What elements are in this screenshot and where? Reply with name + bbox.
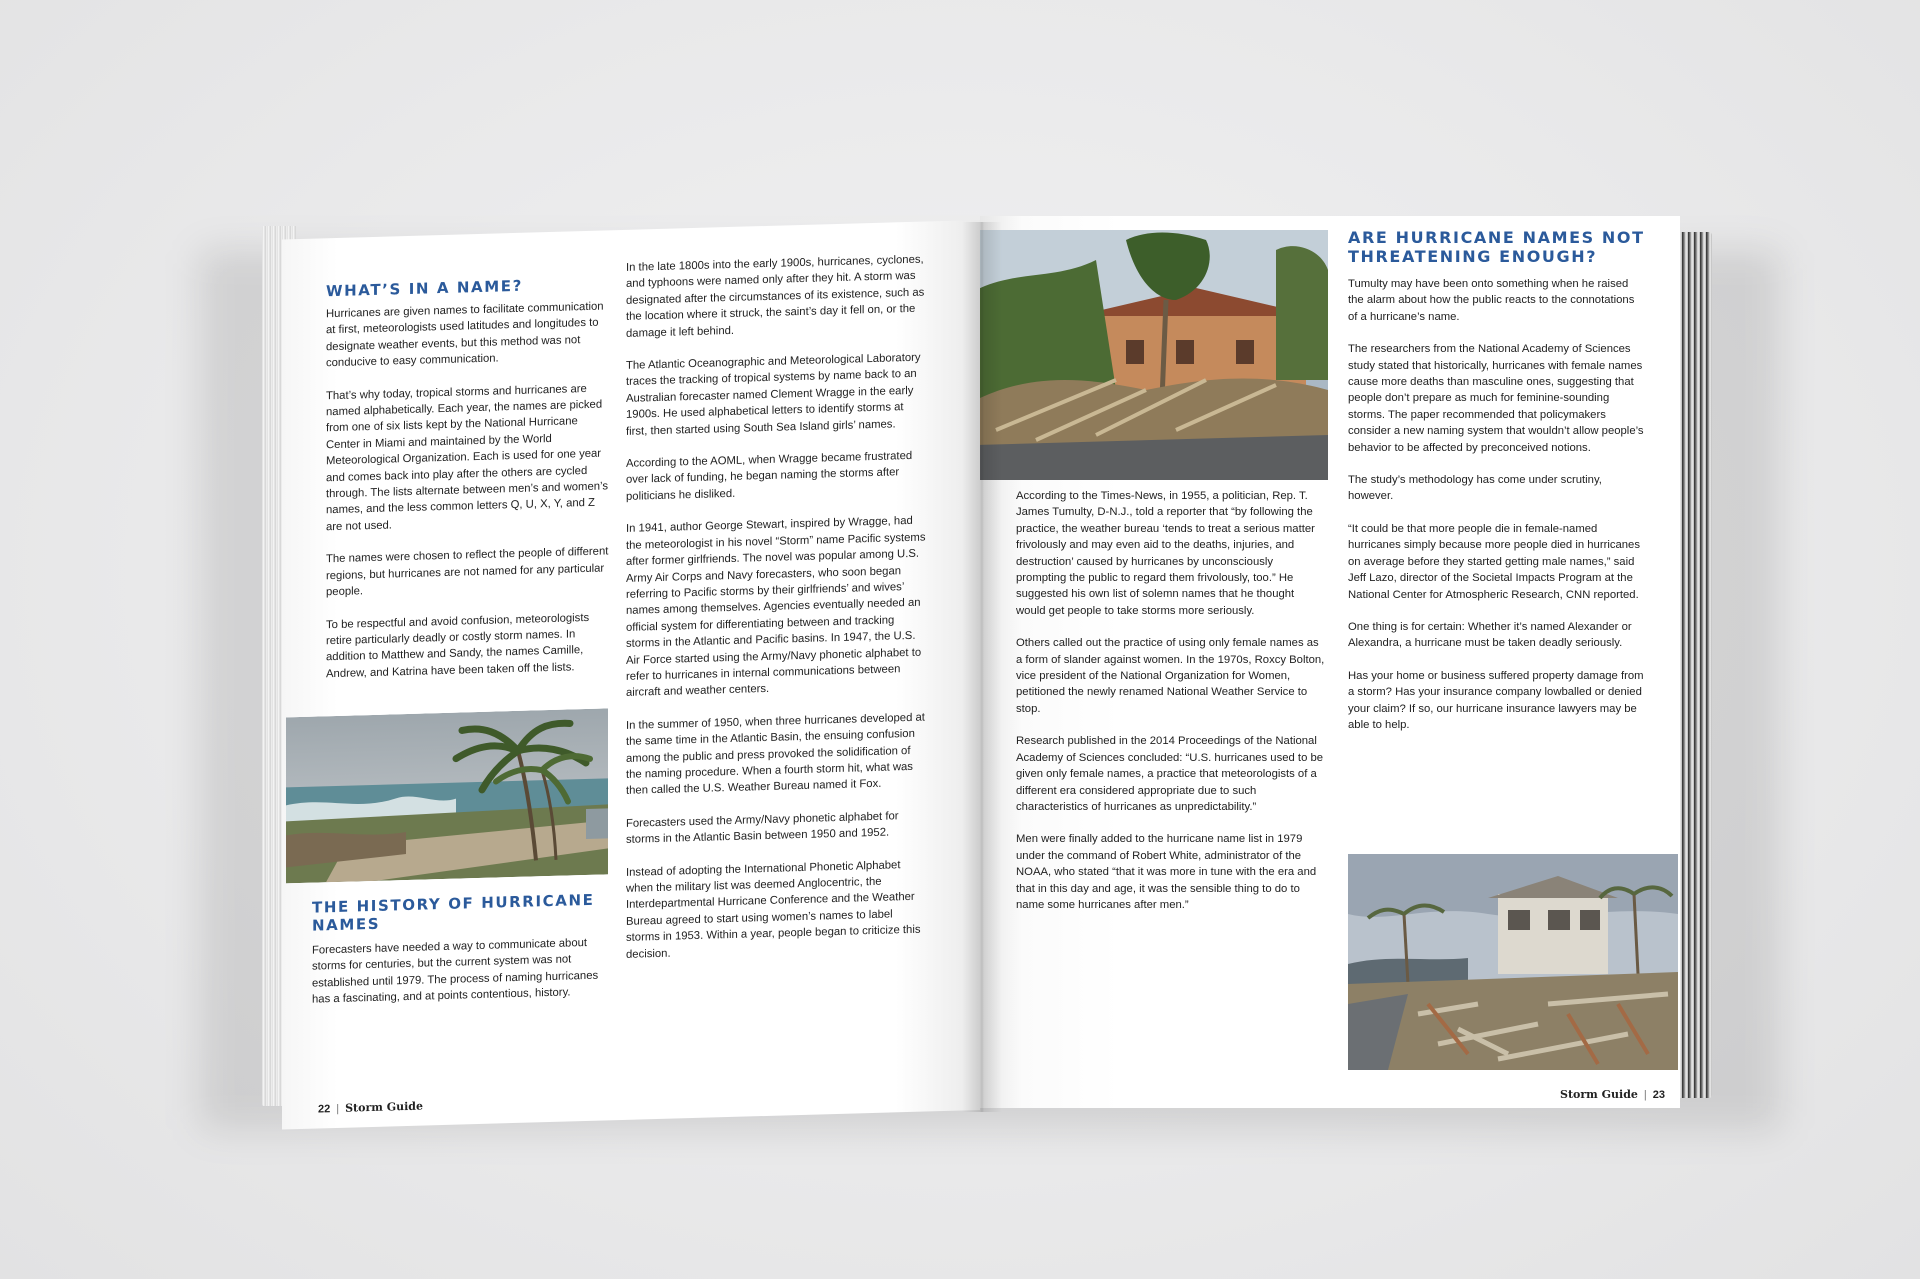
paragraph: Has your home or business suffered property damage from a storm? Has your insurance company lowballed or denied your claim? If so, our hurricane insurance lawyers may be able to help. [1348, 669, 1644, 731]
left-column-2 [626, 251, 928, 978]
photo-palm-trees-storm [286, 708, 608, 883]
paragraph: The names were chosen to reflect the people of different regions, but hurricanes are not named for any particular people. [326, 545, 609, 599]
page-number: 22 [318, 1103, 331, 1116]
heading-history-of-hurricane-names: THE HISTORY OF HURRICANE NAMES [312, 890, 595, 935]
left-folio: 22 | Storm Guide [318, 1099, 423, 1116]
left-page [282, 220, 980, 1129]
paragraph: Forecasters used the Army/Navy phonetic alphabet for storms in the Atlantic Basin between 1950 and 1952. [626, 810, 899, 847]
left-col1-text [326, 298, 610, 682]
paragraph: In the summer of 1950, when three hurricanes developed at the same time in the Atlantic Basin, the ensuing confusion among the public and press provoked the solidification of the naming procedure. When a fourth storm hit, what was then called the U.S. Weather Bureau named it Fox. [626, 711, 925, 798]
paragraph: To be respectful and avoid confusion, meteorologists retire particularly deadly or costly storm names. In addition to Matthew and Sandy, the names Camille, Andrew, and Katrina have been taken off the lists. [326, 611, 590, 680]
brand-name: Storm Guide [345, 1099, 423, 1115]
paragraph: The researchers from the National Academy of Sciences study stated that historically, hurricanes with female names cause more deaths than masculine ones, suggesting that people don’t prepare as much for feminine-sounding storms. The paper recommended that policymakers consider a new naming system that wouldn’t allow people’s behavior to be affected by preconceived notions. [1348, 343, 1644, 454]
paragraph: Hurricanes are given names to facilitate communication at first, meteorologists used latitudes and longitudes to designate weather events, but this method was not conducive to easy communication. [326, 300, 604, 370]
heading-names-not-threatening: ARE HURRICANE NAMES NOT THREATENING ENOUGH? [1348, 228, 1645, 266]
paragraph: Forecasters have needed a way to communicate about storms for centuries, but the current system was not established until 1979. The process of naming hurricanes has a fascinating, and at points contentious, history. [312, 936, 599, 1006]
brand-name: Storm Guide [1560, 1088, 1638, 1101]
paragraph: One thing is for certain: Whether it’s named Alexander or Alexandra, a hurricane must be taken deadly seriously. [1348, 620, 1632, 650]
left-column-1 [326, 274, 610, 698]
paragraph: Men were finally added to the hurricane name list in 1979 under the command of Robert White, administrator of the NOAA, who stated “that it was more in tune with the era and that in this day and age, it was the sensible thing to do to name some hurricanes after men.” [1016, 833, 1317, 911]
paragraph: According to the AOML, when Wragge became frustrated over lack of funding, he began naming the storms after politicians he disliked. [626, 449, 913, 503]
paragraph: According to the Times-News, in 1955, a politician, Rep. T. James Tumulty, D-N.J., told a reporter that “by following the practice, the weather bureau ‘tends to treat a serious matter frivolously and may even aid to the deaths, injuries, and destruction’ caused by hurricanes by unconsciously prompting the public to regard them frivolously, too.” He suggested his own list of solemn names that he thought would get people to take storms more seriously. [1016, 490, 1315, 617]
right-column-1 [1016, 488, 1326, 929]
paragraph: Instead of adopting the International Phonetic Alphabet when the military list was deemed Anglocentric, the Interdepartmental Hurricane Conference and the Weather Bureau agreed to start using women’s names to label storms in 1953. Within a year, people began to criticize this decision. [626, 858, 921, 961]
right-folio: Storm Guide | 23 [1560, 1088, 1665, 1101]
paragraph: The Atlantic Oceanographic and Meteorological Laboratory traces the tracking of tropical systems by name back to an Australian forecaster named Clement Wragge in the early 1900s. He used alphabetical letters to identify storms at first, then started using South Sea Island girls’ names. [626, 351, 921, 438]
page-number: 23 [1652, 1089, 1665, 1101]
paragraph: Tumulty may have been onto something when he raised the alarm about how the public reacts to the connotations of a hurricane’s name. [1348, 278, 1635, 323]
right-page-edges [1676, 232, 1712, 1098]
paragraph: Research published in the 2014 Proceedings of the National Academy of Sciences concluded: “U.S. hurricanes used to be given only female names, a practice that meteorologists of a different era considered appropriate due to such characteristics of hurricanes as unpredictability.” [1016, 735, 1324, 813]
right-page [980, 216, 1680, 1108]
paragraph: The study’s methodology has come under scrutiny, however. [1348, 474, 1602, 503]
left-history-section [312, 890, 610, 1024]
paragraph: In the late 1800s into the early 1900s, hurricanes, cyclones, and typhoons were named only after they hit. A storm was designated after the circumstances of its existence, such as the location where it struck, the saint’s day it fell on, or the damage it left behind. [626, 253, 925, 340]
photo-hurricane-destruction [1348, 854, 1678, 1070]
heading-whats-in-a-name: WHAT’S IN A NAME? [326, 276, 523, 301]
paragraph: Others called out the practice of using only female names as a form of slander against women. In the 1970s, Roxcy Bolton, vice president of the National Organization for Women, petitioned the newly renamed National Weather Service to stop. [1016, 637, 1325, 715]
paragraph: That’s why today, tropical storms and hurricanes are named alphabetically. Each year, the names are picked from one of six lists kept by the National Hurricane Center in Miami and maintained by the World Meteorological Organization. Each is used for one year and comes back into play after the others are cycled through. The lists alternate between men’s and women’s names, and the less common letters Q, U, X, Y, and Z are not used. [326, 382, 608, 534]
paragraph: In 1941, author George Stewart, inspired by Wragge, had the meteorologist in his novel “Storm” name Pacific systems after former girlfriends. The novel was popular among U.S. Army Air Corps and Navy forecasters, who soon began referring to Pacific storms by their girlfriends’ and wives’ names among themselves. Agencies eventually needed an official system for differentiating between and tracking storms in the Atlantic and Pacific basins. In 1947, the U.S. Air Force started using the Army/Navy phonetic alphabet to refer to hurricanes in internal communications between aircraft and weather centers. [626, 515, 926, 700]
photo-fallen-trees-house [980, 230, 1328, 480]
right-column-2 [1348, 228, 1646, 749]
paragraph: “It could be that more people die in female-named hurricanes simply because more people died in hurricanes on average before they started getting male names,” said Jeff Lazo, director of the Societal Impacts Program at the National Center for Atmospheric Research, CNN reported. [1348, 522, 1640, 601]
